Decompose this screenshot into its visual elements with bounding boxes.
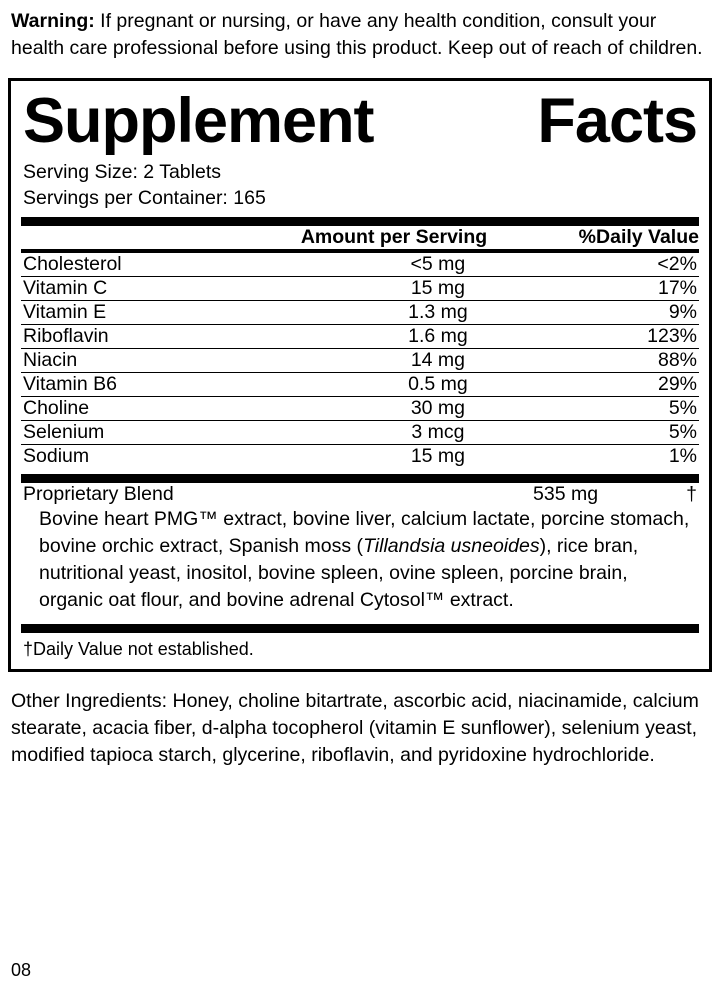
- title-supplement: Supplement: [23, 86, 374, 156]
- rule-thick-above-blend: [21, 474, 699, 483]
- rule-thick-top: [21, 217, 699, 226]
- nutrient-name: Riboflavin: [21, 325, 343, 349]
- table-row: [21, 301, 699, 325]
- header-amount-per-serving: Amount per Serving: [300, 226, 488, 248]
- nutrient-amount: 0.5 mg: [343, 373, 534, 397]
- table-row: [21, 445, 699, 469]
- nutrient-name: Sodium: [21, 445, 343, 469]
- nutrient-amount: 15 mg: [343, 277, 534, 301]
- nutrient-daily-value: 29%: [533, 373, 699, 397]
- warning-text: If pregnant or nursing, or have any health condition, consult your health care professional before using this product. Keep out of reach of children.: [11, 10, 703, 59]
- nutrient-name: Vitamin E: [21, 301, 343, 325]
- nutrient-daily-value: 17%: [533, 277, 699, 301]
- title-facts: Facts: [537, 86, 697, 156]
- nutrient-amount: 14 mg: [343, 349, 534, 373]
- nutrient-amount: 1.3 mg: [343, 301, 534, 325]
- servings-per-container: Servings per Container: 165: [23, 187, 266, 209]
- blend-description-part2: ), rice bran, nutritional yeast, inositol, bovine spleen, ovine spleen, porcine brain, organic oat flour, and bovine adrenal Cytosol™ extract.: [39, 535, 639, 611]
- warning-block: [8, 0, 712, 62]
- nutrient-name: Niacin: [21, 349, 343, 373]
- nutrient-amount: 3 mcg: [343, 421, 534, 445]
- supplement-facts-panel: [8, 78, 712, 672]
- nutrient-daily-value: 9%: [533, 301, 699, 325]
- nutrient-amount: 30 mg: [343, 397, 534, 421]
- table-row: [21, 483, 699, 506]
- nutrient-daily-value: 5%: [533, 421, 699, 445]
- table-row: [21, 253, 699, 277]
- blend-name: Proprietary Blend: [23, 483, 174, 505]
- serving-size: Serving Size: 2 Tablets: [23, 161, 221, 183]
- other-ingredients: Other Ingredients: Honey, choline bitartrate, ascorbic acid, niacinamide, calcium stearate, acacia fiber, d-alpha tocopherol (vitamin E sunflower), selenium yeast, modified tapioca starch, glycerine, riboflavin, and pyridoxine hydrochloride.: [11, 690, 699, 766]
- table-row: [21, 397, 699, 421]
- blend-description: [21, 506, 699, 618]
- table-row: [21, 421, 699, 445]
- header-daily-value: %Daily Value: [578, 226, 699, 248]
- nutrient-daily-value: <2%: [657, 253, 697, 275]
- nutrition-table: [21, 226, 699, 249]
- daily-value-footnote: †Daily Value not established.: [23, 639, 254, 659]
- table-row: [21, 325, 699, 349]
- blend-daily-value: †: [686, 483, 697, 505]
- header-blank: [21, 226, 269, 249]
- blend-description-italic: Tillandsia usneoides: [363, 535, 540, 557]
- table-row: [21, 277, 699, 301]
- supplement-facts-title: [21, 85, 699, 159]
- nutrient-name: Vitamin B6: [21, 373, 343, 397]
- nutrient-daily-value: 5%: [533, 397, 699, 421]
- nutrient-amount: <5 mg: [410, 253, 466, 275]
- nutrient-daily-value: 88%: [533, 349, 699, 373]
- nutrient-name: Vitamin C: [21, 277, 343, 301]
- nutrient-amount: 1.6 mg: [343, 325, 534, 349]
- proprietary-blend-table: [21, 483, 699, 506]
- table-row: [21, 373, 699, 397]
- blend-amount: 535 mg: [533, 483, 599, 505]
- warning-label: Warning:: [11, 10, 95, 32]
- nutrient-name: Choline: [21, 397, 343, 421]
- table-header-row: [21, 226, 699, 249]
- nutrient-amount: 15 mg: [343, 445, 534, 469]
- nutrient-rows: [21, 253, 699, 468]
- nutrient-name: Selenium: [21, 421, 343, 445]
- table-row: [21, 349, 699, 373]
- nutrient-daily-value: 123%: [533, 325, 699, 349]
- page-number: 08: [11, 960, 32, 980]
- rule-thick-below-blend: [21, 624, 699, 633]
- nutrient-daily-value: 1%: [533, 445, 699, 469]
- blend-description-part1: Bovine heart PMG™ extract, bovine liver, calcium lactate, porcine stomach, bovine orchic extract, Spanish moss (: [39, 508, 690, 557]
- nutrient-name: Cholesterol: [23, 253, 122, 275]
